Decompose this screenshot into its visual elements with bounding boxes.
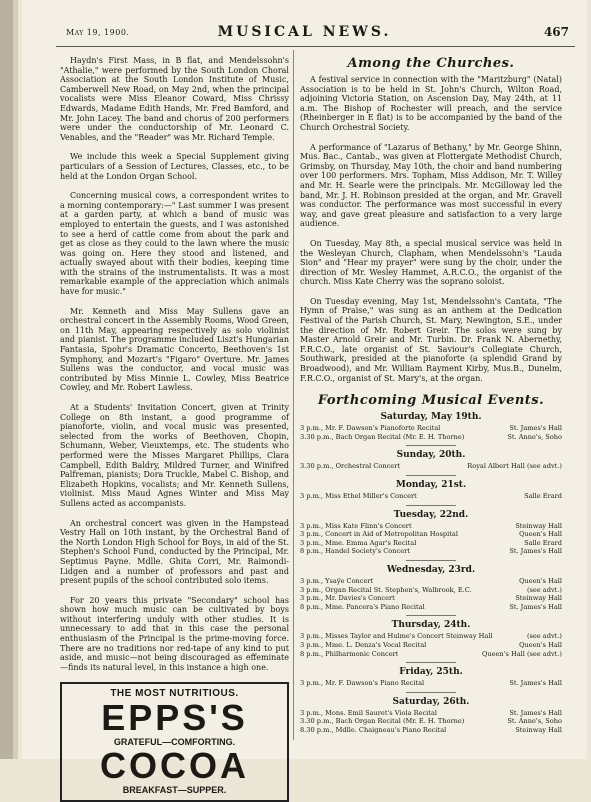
event-venue: Queen's Hall: [519, 576, 562, 585]
event-venue: Salle Erard: [524, 492, 562, 500]
event-description: 3 p.m., Mme. Emma Agar's Recital: [300, 538, 417, 547]
event-venue: Steinway Hall: [515, 725, 562, 734]
day-separator: [406, 560, 456, 561]
event-row: [300, 433, 562, 442]
event-description: 8 p.m., Mme. Pancera's Piano Recital: [300, 602, 425, 611]
event-row: [300, 641, 562, 650]
article-paragraph: For 20 years this private "Secondary" school has shown how much music can be cultivated by boys without interfering unduly with other studies. It is unnecessary to add that in this case the personal enthusiasm of the Principal is the prime-moving force. There are no traditions nor red-tape of any kind to put aside, and music—not being discouraged as effeminate—finds its natural level, in this instance a high one.: [60, 595, 289, 672]
event-row: [300, 603, 562, 612]
church-paragraph: On Tuesday evening, May 1st, Mendelssohn's Cantata, "The Hymn of Praise," was sung as an anthem at the Dedication Festival of the Parish Church, St. Mary, Newington, S.E., under the direction of Mr. Robert Greir. The solos were sung by Master Arnold Greir and Mr. Turbin. Dr. Frank N. Abernethy, F.R.C.O., late organist of St. Saviour's Collegiate Church, Southwark, presided at the pianoforte (a splendid Grand by Broadwood), and Mr. William Rayment Kirby, Mus.B., Dunelm, F.R.C.O., organist of St. Mary's, at the organ.: [300, 296, 562, 383]
event-description: 3 p.m., Misses Taylor and Hulme's Concert Steinway Hall: [300, 632, 493, 641]
event-day-heading: Monday, 21st.: [395, 480, 467, 490]
page-number: 467: [543, 25, 569, 39]
event-description: 3 p.m., Miss Kate Flinn's Concert: [300, 521, 412, 530]
left-column: [60, 56, 289, 802]
event-description: 3 p.m., Organ Recital St. Stephen's, Walbrook, E.C.: [300, 585, 472, 594]
event-description: 3 p.m., Ysaÿe Concert: [300, 576, 374, 585]
section-heading-churches: Among the Churches.: [347, 56, 515, 71]
article-paragraph: At a Students' Invitation Concert, given at Trinity College on 8th instant, a good programme of pianoforte, violin, and vocal music was presented, selected from the works of Beethoven, Chopin, Schumann, Weber, Vieuxtemps, etc. The students who performed were the Misses Margaret Phillips, Clara Campbell, Edith Baldry, Mildred Turner, and Winifred Palfreman, pianists; Dora Truckle, Mabel C. Bishop, and Elizabeth Hopkins, vocalists; and Mr. Kenneth Sullens, violinist. Miss Maud Agnes Winter and Miss May Sullens acted as accompanists.: [60, 403, 289, 508]
event-venue: St. James's Hall: [509, 424, 562, 433]
event-venue: Salle Erard: [524, 538, 562, 547]
church-paragraph: On Tuesday, May 8th, a special musical service was held in the Wesleyan Church, Clapham, when Mendelssohn's "Lauda Sion" and "Hear my prayer" were sung by the choir, under the direction of Mr. Wesley Hammet, A.R.C.O., the organist of the church. Miss Kate Cherry was the soprano soloist.: [300, 238, 562, 287]
ad-brand: EPPS'S: [101, 697, 248, 739]
event-row: [300, 462, 562, 471]
event-day-heading: Saturday, May 19th.: [380, 412, 482, 423]
event-row: [300, 709, 562, 718]
article-paragraph: Mr. Kenneth and Miss May Sullens gave an orchestral concert in the Assembly Rooms, Wood Green, on 11th May, appearing respectively as solo violinist and pianist. The programme included Liszt's Hungarian Fantasia, Spohr's Dramatic Concerto, Beethoven's 1st Symphony, and Mozart's "Figaro" Overture. Mr. James Sullens was the conductor, and vocal music was contributed by Miss Minnie L. Cowley, Miss Beatrice Cowley, and Mr. Robert Lawless.: [60, 306, 290, 393]
event-row: [300, 650, 562, 659]
ad-product: COCOA: [100, 745, 249, 787]
event-venue: Queen's Hall: [519, 530, 562, 539]
event-description: 3 p.m., Concert in Aid of Metropolitan Hospital: [300, 530, 458, 539]
event-venue: St. Anne's, Soho: [507, 432, 562, 441]
event-row: [300, 586, 562, 595]
event-description: 3 p.m., Mr. Davies's Concert: [300, 594, 395, 603]
column-divider: [293, 50, 294, 740]
event-venue: (see advt.): [526, 632, 562, 641]
event-row: [300, 424, 562, 433]
day-separator: [406, 692, 456, 693]
book-spine-shadow: [13, 0, 18, 759]
event-description: 8 p.m., Handel Society's Concert: [300, 547, 410, 556]
event-day-heading: Sunday, 20th.: [396, 450, 466, 461]
event-venue: St. Anne's, Soho: [507, 717, 562, 726]
event-row: [300, 522, 562, 531]
section-heading-events: Forthcoming Musical Events.: [317, 393, 545, 409]
event-venue: Queen's Hall (see advt.): [481, 649, 562, 658]
day-separator: [406, 505, 456, 506]
event-day-heading: Tuesday, 22nd.: [393, 509, 469, 520]
event-row: [300, 547, 562, 556]
event-venue: St. James's Hall: [509, 602, 562, 611]
event-day-heading: Wednesday, 23rd.: [386, 564, 476, 575]
ad-line: BREAKFAST—SUPPER.: [122, 785, 227, 796]
ad-line: GRATEFUL—COMFORTING.: [113, 737, 236, 748]
day-separator: [406, 445, 456, 446]
event-description: 3.30 p.m., Bach Organ Recital (Mr. E. H. Thorne): [300, 717, 465, 726]
event-row: [300, 530, 562, 539]
event-description: 3 p.m., Mons. Emil Sauret's Viola Recital: [300, 708, 437, 717]
events-list: [300, 412, 562, 734]
event-venue: Steinway Hall: [515, 521, 562, 530]
event-description: 3 p.m., Mme. L. Denza's Vocal Recital: [300, 640, 427, 649]
event-description: 3.30 p.m., Orchestral Concert: [300, 462, 401, 471]
event-venue: Royal Albert Hall (see advt.): [467, 462, 562, 471]
event-description: 3 p.m., Mr. F. Dawson's Piano Recital: [300, 679, 425, 688]
right-column: [300, 56, 562, 735]
article-paragraph: We include this week a Special Supplement giving particulars of a Session of Lectures, Classes, etc., to be held at the London Organ School.: [60, 152, 289, 181]
event-day-heading: Saturday, 26th.: [392, 696, 470, 707]
event-description: 3 p.m., Miss Ethel Miller's Concert: [300, 492, 417, 500]
ad-line: THE MOST NUTRITIOUS.: [110, 688, 239, 700]
event-venue: St. James's Hall: [509, 679, 562, 688]
page-header: [32, 22, 577, 44]
header-date: May 19, 1900.: [66, 28, 130, 37]
church-paragraph: A festival service in connection with the "Maritzburg" (Natal) Association is to be held in St. John's Church, Wilton Road, adjoining Victoria Station, on Ascension Day, May 24th, at 11 a.m. The Bishop of Rochester will preach, and the service (Rheinberger in E flat) is to be accompanied by the band of the Church Orchestral Society.: [300, 75, 562, 132]
day-separator: [406, 475, 456, 476]
event-row: [300, 594, 562, 603]
article-paragraph: An orchestral concert was given in the Hampstead Vestry Hall on 10th instant, by the Orchestral Band of the North London High School for Boys, in aid of the St. Stephen's School Fund, conducted by the Principal, Mr. Septimus Payne. Mdlle. Ghita Corri, Mr. Raimondi-Lidgen and a number of professors and past and present pupils of the school contributed solo items.: [60, 518, 289, 586]
event-description: 8 p.m., Philharmonic Concert: [300, 649, 399, 658]
event-description: 3.30 p.m., Bach Organ Recital (Mr. E. H. Thorne): [300, 432, 465, 441]
event-venue: Queen's Hall: [519, 640, 562, 649]
event-venue: (see advt.): [526, 585, 562, 594]
event-venue: Steinway Hall: [515, 594, 562, 603]
event-row: [300, 679, 562, 688]
event-day-heading: Friday, 25th.: [399, 667, 463, 678]
article-paragraph: Concerning musical cows, a correspondent writes to a morning contemporary:—" Last summer I was present at a garden party, at which a band of music was employed to entertain the guests, and I was astonished to see a herd of cattle come from about the park and get as close as they could to the lawn where the music was going on. Here they stood and listened, and actually swayed about with their bodies, keeping time with the strains of the instrumentalists. It was a most remarkable example of the appreciation which animals have for music.": [60, 191, 289, 297]
epps-cocoa-advertisement: [60, 682, 289, 802]
event-row: [300, 539, 562, 548]
event-row: [300, 577, 562, 586]
header-title: MUSICAL NEWS.: [217, 24, 392, 40]
church-paragraph: A performance of "Lazarus of Bethany," by Mr. George Shinn, Mus. Bac., Cantab., was given at Flottergate Methodist Church, Grimsby, on Thursday, May 10th, the choir and band numbering over 100 performers. Mrs. Topham, Miss Addison, Mr. T. Willey and Mr. H. Searle were the principals. Mr. McGilloway led the band, Mr. J. H. Robinson presided at the organ, and Mr. Gravell was conductor. The performance was most successful in every way, and gave great pleasure and satisfaction to a very large audience.: [300, 142, 562, 229]
event-day-heading: Thursday, 24th.: [391, 620, 471, 631]
event-venue: St. James's Hall: [509, 708, 562, 717]
day-separator: [406, 615, 456, 616]
book-spine-edge: [0, 0, 13, 759]
event-venue: St. James's Hall: [509, 547, 562, 556]
event-row: [300, 632, 562, 641]
event-row: [300, 717, 562, 726]
event-row: [300, 492, 562, 501]
day-separator: [406, 662, 456, 663]
event-row: [300, 726, 562, 735]
event-description: 8.30 p.m., Mdlle. Chaigneau's Piano Recital: [300, 725, 447, 734]
article-paragraph: Haydn's First Mass, in B flat, and Mendelssohn's "Athalie," were performed by the South London Choral Association at the South London Institute of Music, Camberwell New Road, on May 2nd, when the principal vocalists were Miss Eleanor Coward, Miss Chrissy Edwards, Madame Edith Hands, Mr. Fred Bamford, and Mr. John Lacey. The band and chorus of 200 performers were under the conductorship of Mr. Leonard C. Venables, and the "Reader" was Mr. Richard Temple.: [60, 56, 289, 142]
header-rule: [56, 46, 575, 47]
event-description: 3 p.m., Mr. F. Dawson's Pianoforte Recital: [300, 424, 441, 433]
